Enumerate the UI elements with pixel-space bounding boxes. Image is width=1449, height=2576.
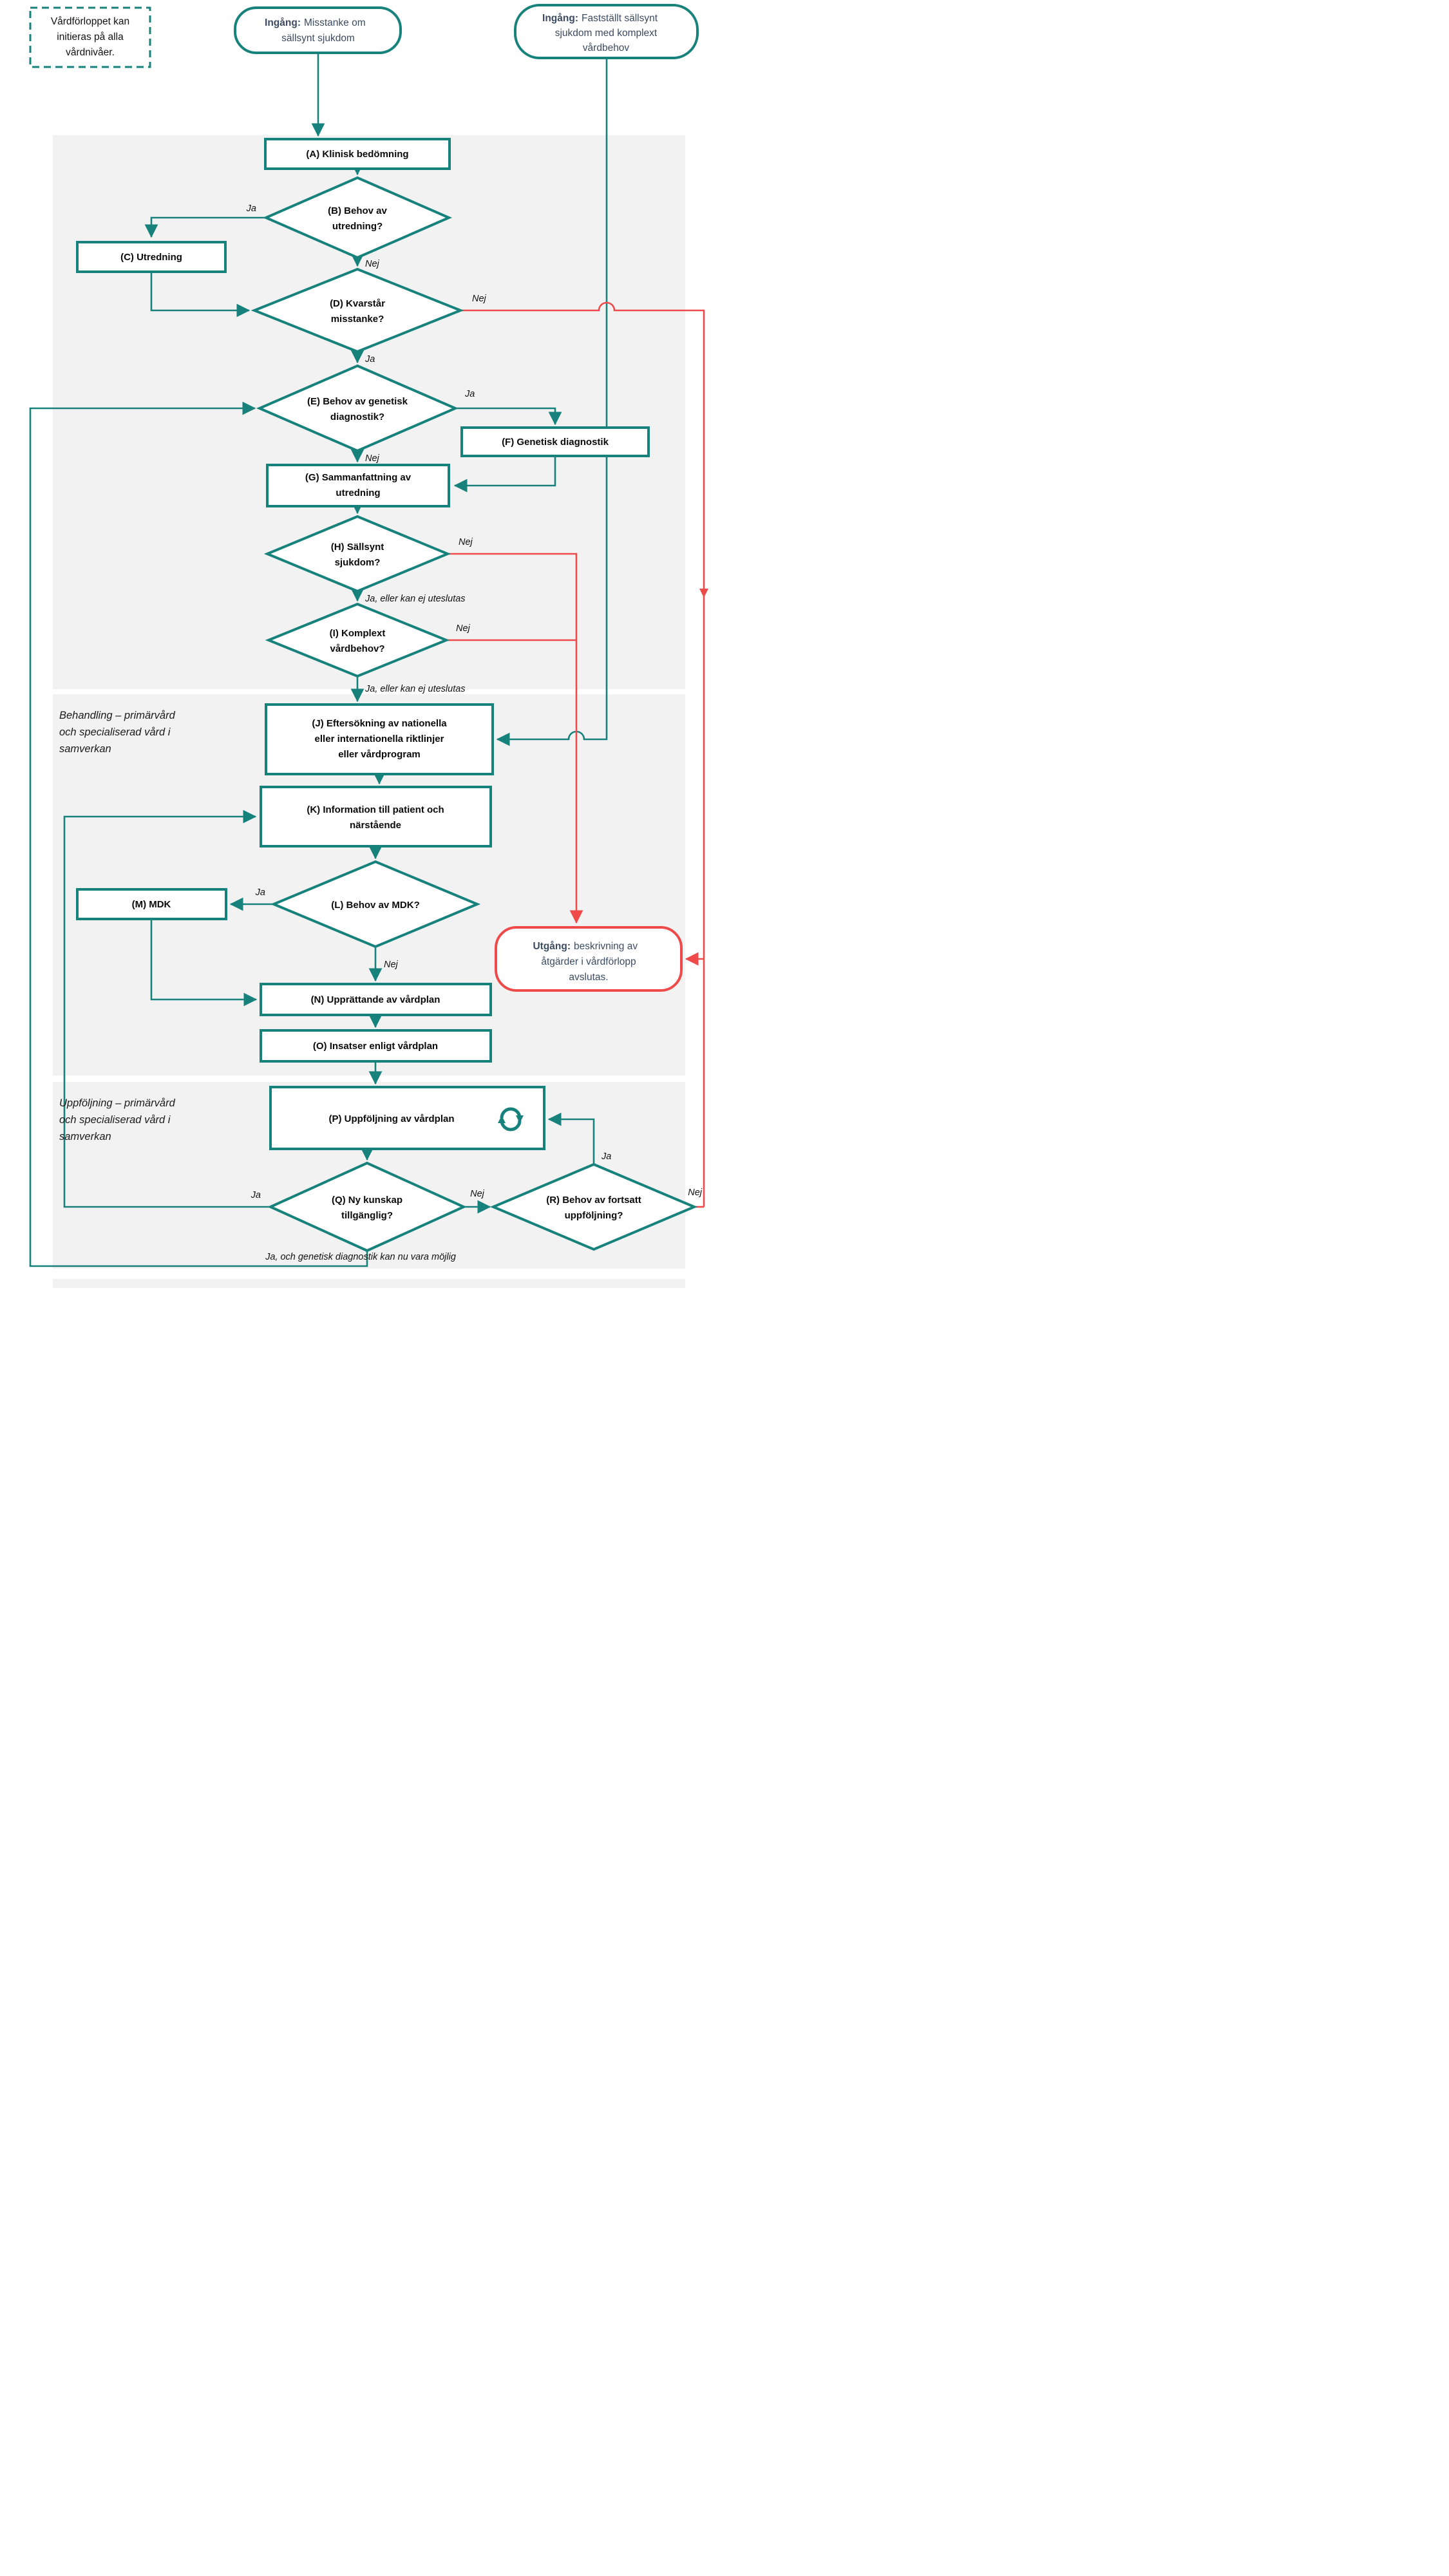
label-e-ja: Ja	[465, 389, 475, 399]
node-h-line1: (H) Sällsynt	[330, 542, 384, 553]
node-g-box	[267, 465, 449, 506]
node-d-line2: misstanke?	[330, 314, 384, 325]
node-j-line1: (J) Eftersökning av nationella	[312, 718, 447, 729]
label-i-ja: Ja, eller kan ej uteslutas	[365, 684, 466, 694]
node-o-label: (O) Insatser enligt vårdplan	[312, 1041, 439, 1052]
label-d-ja: Ja	[365, 354, 375, 365]
care-pathway-flowchart	[0, 0, 724, 1288]
label-q-genetisk: Ja, och genetisk diagnostik kan nu vara möjlig	[265, 1252, 456, 1262]
entry2-line1: Fastställt sällsynt	[582, 13, 658, 24]
exit-line2: åtgärder i vårdförlopp	[541, 956, 636, 967]
node-r-line1: (R) Behov av fortsatt	[546, 1195, 641, 1206]
exit-line1: beskrivning av	[574, 941, 638, 952]
label-l-nej: Nej	[384, 960, 398, 970]
exit-line3: avslutas.	[569, 972, 609, 983]
entry1-line1: Misstanke om	[304, 17, 366, 28]
node-m-label: (M) MDK	[131, 899, 171, 910]
node-b-line1: (B) Behov av	[328, 205, 387, 216]
label-h-nej: Nej	[459, 537, 473, 547]
node-g-line1: (G) Sammanfattning av	[305, 472, 412, 483]
exit-line-direction-arrow	[699, 589, 708, 598]
node-p-label: (P) Uppföljning av vårdplan	[328, 1113, 455, 1124]
node-a-label: (A) Klinisk bedömning	[306, 149, 409, 160]
label-b-ja: Ja	[246, 204, 256, 214]
label-r-nej: Nej	[688, 1188, 702, 1198]
node-l-label: (L) Behov av MDK?	[331, 900, 420, 911]
exit-prefix: Utgång:	[533, 941, 571, 952]
node-i-line1: (I) Komplext	[329, 628, 386, 639]
node-k-box	[261, 787, 491, 846]
node-k-line1: (K) Information till patient och	[307, 804, 444, 815]
node-i-line2: vårdbehov?	[330, 643, 385, 654]
note-line-3: vårdnivåer.	[66, 47, 115, 58]
section-treatment-line1: Behandling – primärvård	[59, 710, 175, 721]
node-n-label: (N) Upprättande av vårdplan	[310, 994, 440, 1005]
node-g-line2: utredning	[336, 488, 381, 498]
label-q-nej: Nej	[470, 1189, 484, 1199]
section-band-next-partial	[53, 1279, 685, 1288]
label-e-nej: Nej	[365, 453, 379, 464]
note-line-1: Vårdförloppet kan	[50, 16, 130, 27]
node-j-line3: eller vårdprogram	[338, 749, 421, 760]
node-h-line2: sjukdom?	[334, 557, 381, 568]
section-treatment-line3: samverkan	[59, 743, 111, 755]
entry1-prefix: Ingång:	[265, 17, 301, 28]
node-d-line1: (D) Kvarstår	[330, 298, 385, 309]
node-f-label: (F) Genetisk diagnostik	[502, 437, 609, 448]
label-l-ja: Ja	[255, 887, 265, 898]
section-followup-line3: samverkan	[59, 1131, 111, 1142]
section-treatment-line2: och specialiserad vård i	[59, 726, 171, 738]
node-e-line1: (E) Behov av genetisk	[307, 396, 408, 407]
section-followup-line1: Uppföljning – primärvård	[59, 1097, 175, 1109]
node-q-line1: (Q) Ny kunskap	[331, 1195, 403, 1206]
entry2-line3: vårdbehov	[582, 43, 630, 53]
label-i-nej: Nej	[456, 623, 470, 634]
node-r-line2: uppföljning?	[564, 1210, 623, 1221]
node-q-line2: tillgänglig?	[341, 1210, 393, 1221]
flowchart-page	[0, 0, 724, 1288]
label-q-ja: Ja	[251, 1190, 261, 1200]
label-r-ja: Ja	[601, 1151, 612, 1162]
label-h-ja: Ja, eller kan ej uteslutas	[365, 594, 466, 604]
node-k-line2: närstående	[349, 820, 402, 831]
section-followup-line2: och specialiserad vård i	[59, 1114, 171, 1126]
label-b-nej: Nej	[365, 259, 379, 269]
node-c-label: (C) Utredning	[120, 252, 182, 263]
node-e-line2: diagnostik?	[330, 412, 385, 422]
node-b-line2: utredning?	[332, 221, 383, 232]
entry-oval-misstanke	[235, 8, 401, 53]
entry2-prefix: Ingång:	[542, 13, 578, 24]
note-line-2: initieras på alla	[57, 32, 124, 43]
label-d-nej: Nej	[472, 294, 486, 304]
node-j-line2: eller internationella riktlinjer	[314, 734, 444, 744]
entry1-line2: sällsynt sjukdom	[281, 33, 355, 44]
entry2-line2: sjukdom med komplext	[554, 28, 658, 39]
